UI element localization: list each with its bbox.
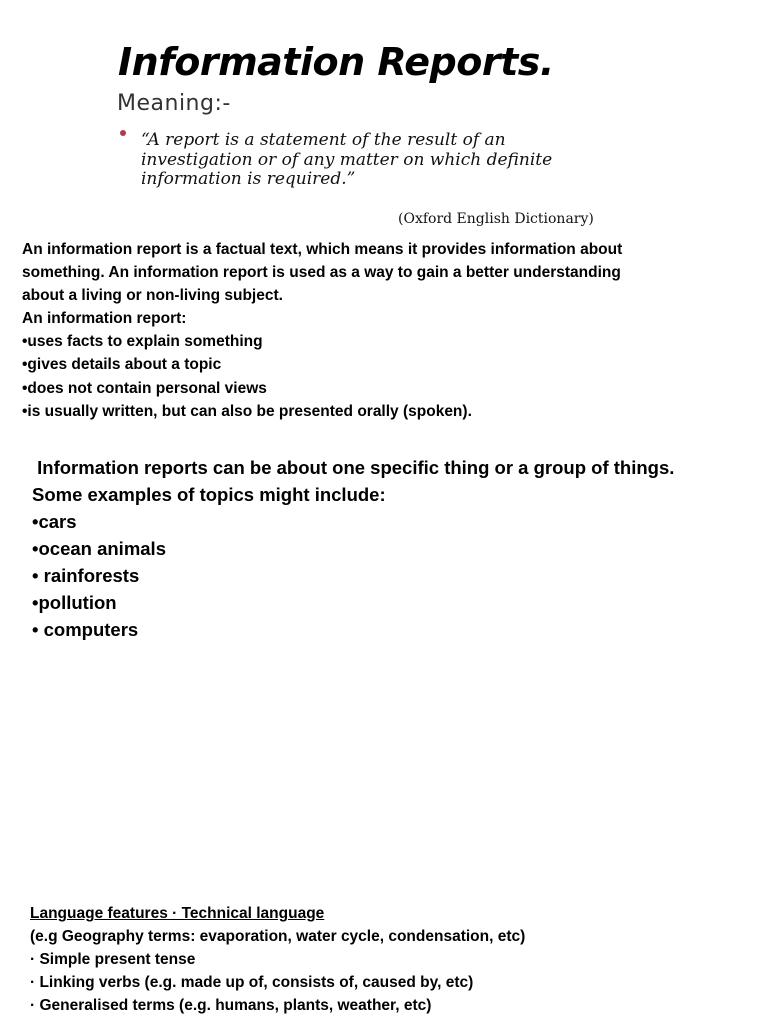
intro-paragraph [22, 238, 622, 423]
page-title: Information Reports. [118, 40, 554, 84]
language-features-section [30, 902, 525, 1017]
quote-line: “A report is a statement of the result of an [141, 130, 506, 150]
meaning-label: Meaning:- [117, 91, 231, 116]
quote-line: investigation or of any matter on which definite [141, 149, 553, 170]
language-line: · Linking verbs (e.g. made up of, consists of, caused by, etc) [30, 974, 474, 991]
topic-list-item: • computers [32, 619, 139, 640]
intro-list-item: •uses facts to explain something [22, 333, 263, 351]
topics-line: Information reports can be about one specific thing or a group of things. [32, 457, 675, 478]
intro-line: An information report: [22, 310, 187, 328]
definition-quote [141, 131, 552, 190]
topic-list-item: •ocean animals [32, 538, 166, 559]
quote-line: information is required.” [141, 169, 356, 189]
quote-source: (Oxford English Dictionary) [398, 211, 594, 227]
intro-list-item: •is usually written, but can also be presented orally (spoken). [22, 402, 472, 420]
topic-list-item: • rainforests [32, 565, 140, 586]
intro-line: something. An information report is used as a way to gain a better understanding [22, 264, 621, 282]
topics-section [32, 454, 674, 643]
topic-list-item: •pollution [32, 592, 117, 613]
intro-line: An information report is a factual text, which means it provides information about [22, 241, 623, 258]
language-line: · Generalised terms (e.g. humans, plants, weather, etc) [30, 997, 432, 1014]
intro-list-item: •gives details about a topic [22, 356, 222, 374]
topic-list-item: •cars [32, 511, 77, 532]
language-line: (e.g Geography terms: evaporation, water cycle, condensation, etc) [30, 928, 526, 945]
language-line: · Simple present tense [30, 951, 196, 968]
language-features-heading: Language features · Technical language [30, 905, 325, 922]
bullet-icon [120, 130, 126, 136]
topics-line: Some examples of topics might include: [32, 484, 386, 505]
intro-list-item: •does not contain personal views [22, 379, 267, 397]
intro-line: about a living or non-living subject. [22, 287, 283, 305]
